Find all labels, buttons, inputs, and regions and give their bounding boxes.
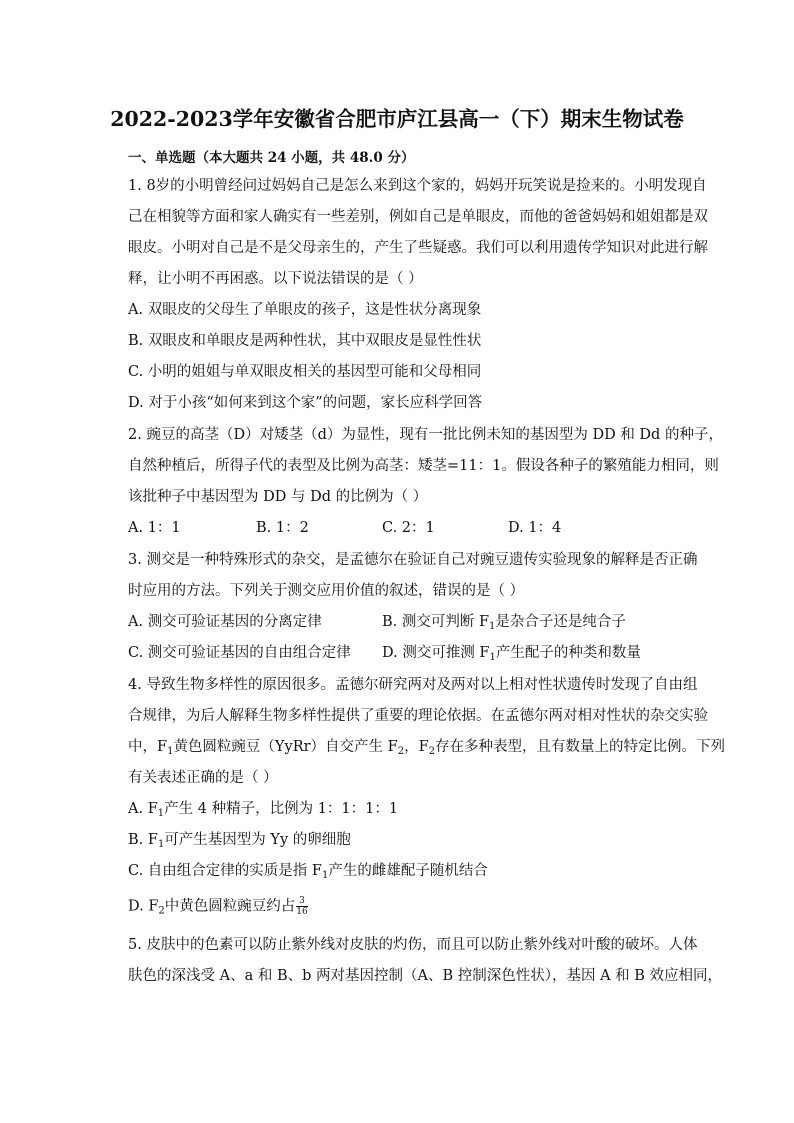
- q4-option-d: D. $F_2$中黄色圆粒豌豆约占 $\frac{3}{16}$: [128, 896, 308, 917]
- q2-line: 自然种植后，所得子代的表型及比例为高茎：矮茎=11：1。假设各种子的繁殖能力相同，则: [128, 458, 719, 474]
- q4-line: 有关表述正确的是（ ）: [128, 770, 278, 786]
- q4-option-b: B. $F_1$可产生基因型为 Yy 的卵细胞: [128, 832, 351, 850]
- q4-line: 中，$F_1$黄色圆粒豌豆（YyRr）自交产生 $F_2$，$F_2$存在多种表型，且有数量上的特定比例。下列: [128, 739, 726, 757]
- q3-line: 3. 测交是一种特殊形式的杂交，是孟德尔在验证自己对豌豆遗传实验现象的解释是否正确: [128, 552, 698, 568]
- q3-line: 时应用的方法。下列关于测交应用价值的叙述，错误的是（ ）: [128, 583, 525, 599]
- section-heading: 一、单选题（本大题共 24 小题，共 48.0 分）: [128, 150, 415, 166]
- exam-title: 2022-2023学年安徽省合肥市庐江县高一（下）期末生物试卷: [110, 107, 684, 131]
- q4-option-c: C. 自由组合定律的实质是指 $F_1$产生的雌雄配子随机结合: [128, 863, 488, 881]
- q2-option-c: C. 2：1: [382, 520, 435, 536]
- q3-option-b: B. 测交可判断 $F_1$是杂合子还是纯合子: [382, 614, 626, 632]
- q2-line: 该批种子中基因型为 DD 与 Dd 的比例为（ ）: [128, 489, 428, 505]
- q3-option-c: C. 测交可验证基因的自由组合定律: [128, 645, 351, 661]
- q1-option-d: D. 对于小孩“如何来到这个家”的问题，家长应科学回答: [128, 395, 483, 411]
- q3-option-a: A. 测交可验证基因的分离定律: [128, 614, 322, 630]
- q2-option-d: D. 1：4: [508, 520, 562, 536]
- q2-option-b: B. 1：2: [256, 520, 309, 536]
- q1-line: 1. 8岁的小明曾经问过妈妈自己是怎么来到这个家的，妈妈开玩笑说是捡来的。小明发现自: [128, 178, 707, 194]
- q1-option-a: A. 双眼皮的父母生了单眼皮的孩子，这是性状分离现象: [128, 302, 482, 318]
- q2-option-a: A. 1：1: [128, 520, 181, 536]
- q1-option-c: C. 小明的姐姐与单双眼皮相关的基因型可能和父母相同: [128, 364, 482, 380]
- q5-line: 5. 皮肤中的色素可以防止紫外线对皮肤的灼伤，而且可以防止紫外线对叶酸的破坏。人体: [128, 937, 698, 953]
- q1-line: 己在相貌等方面和家人确实有一些差别，例如自己是单眼皮，而他的爸爸妈妈和姐姐都是双: [128, 209, 708, 225]
- q3-option-d: D. 测交可推测 $F_1$产生配子的种类和数量: [382, 645, 641, 663]
- q1-line: 眼皮。小明对自己是不是父母亲生的，产生了些疑惑。我们可以利用遗传学知识对此进行解: [128, 240, 708, 256]
- q4-line: 合规律，为后人解释生物多样性提供了重要的理论依据。在孟德尔两对相对性状的杂交实验: [128, 708, 708, 724]
- q1-line: 释，让小明不再困惑。以下说法错误的是（ ）: [128, 271, 423, 287]
- q4-option-a: A. $F_1$产生 4 种精子，比例为 1：1：1：1: [128, 801, 399, 819]
- fraction: $\frac{3}{16}$: [296, 896, 308, 917]
- q1-option-b: B. 双眼皮和单眼皮是两种性状，其中双眼皮是显性性状: [128, 333, 482, 349]
- q4-line: 4. 导致生物多样性的原因很多。孟德尔研究两对及两对以上相对性状遗传时发现了自由组: [128, 677, 698, 693]
- q5-line: 肤色的深浅受 A、a 和 B、b 两对基因控制（A、B 控制深色性状），基因 A 和 B 效应相同，: [128, 968, 723, 984]
- q2-line: 2. 豌豆的高茎（D）对矮茎（d）为显性，现有一批比例未知的基因型为 DD 和 Dd 的种子，: [128, 427, 723, 443]
